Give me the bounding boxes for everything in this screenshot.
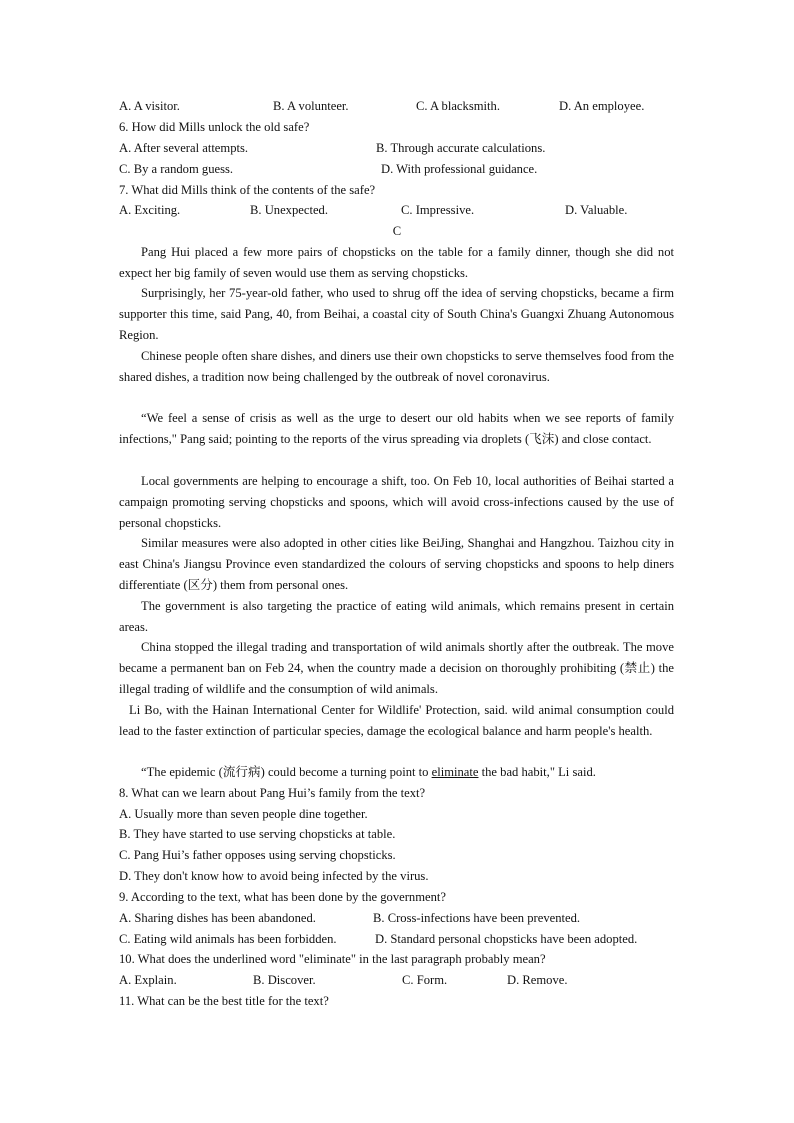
q10-option-a: A. Explain. <box>119 973 177 987</box>
q8-option-a: A. Usually more than seven people dine together. <box>119 807 368 821</box>
passage-paragraph-8: China stopped the illegal trading and transportation of wild animals shortly after the outbreak. The move became a permanent ban on Feb 24, when the country made a decision on thoroughly prohibiting (禁止) the illegal trading of wildlife and the consumption of wild animals. <box>119 640 674 696</box>
q8-option-d: D. They don't know how to avoid being infected by the virus. <box>119 869 429 883</box>
q10-option-c: C. Form. <box>402 973 448 987</box>
q5-option-b: B. A volunteer. <box>273 99 349 113</box>
q11-question: 11. What can be the best title for the text? <box>119 994 329 1008</box>
q9-option-a: A. Sharing dishes has been abandoned. <box>119 911 316 925</box>
last-paragraph-before: “The epidemic (流行病) could become a turning point to <box>141 765 432 779</box>
passage-paragraph-10 <box>119 762 674 783</box>
passage-paragraph-3: Chinese people often share dishes, and diners use their own chopsticks to serve themselves food from the shared dishes, a tradition now being challenged by the outbreak of novel coronavirus. <box>119 349 674 384</box>
passage-paragraph-7: The government is also targeting the practice of eating wild animals, which remains present in certain areas. <box>119 599 674 634</box>
q7-option-d: D. Valuable. <box>565 203 628 217</box>
q6-question: 6. How did Mills unlock the old safe? <box>119 120 310 134</box>
q8-option-b: B. They have started to use serving chopsticks at table. <box>119 827 396 841</box>
q8-question: 8. What can we learn about Pang Hui’s family from the text? <box>119 786 426 800</box>
q9-option-c: C. Eating wild animals has been forbidden. <box>119 932 337 946</box>
q10-option-d: D. Remove. <box>507 973 568 987</box>
q7-option-b: B. Unexpected. <box>250 203 328 217</box>
passage-paragraph-1: Pang Hui placed a few more pairs of chopsticks on the table for a family dinner, though she did not expect her big family of seven would use them as serving chopsticks. <box>119 245 674 280</box>
passage-paragraph-9: Li Bo, with the Hainan International Center for Wildlife' Protection, said. wild animal consumption could lead to the faster extinction of particular species, damage the ecological balance and harm people's health. <box>119 703 674 738</box>
q6-option-a: A. After several attempts. <box>119 141 249 155</box>
q5-option-d: D. An employee. <box>559 99 645 113</box>
q10-question: 10. What does the underlined word "eliminate" in the last paragraph probably mean? <box>119 952 546 966</box>
q8-option-c: C. Pang Hui’s father opposes using serving chopsticks. <box>119 848 396 862</box>
q6-option-d: D. With professional guidance. <box>381 162 538 176</box>
q6-option-c: C. By a random guess. <box>119 162 234 176</box>
q5-option-a: A. A visitor. <box>119 99 180 113</box>
last-paragraph-after: the bad habit," Li said. <box>478 765 596 779</box>
passage-paragraph-6: Similar measures were also adopted in other cities like BeiJing, Shanghai and Hangzhou. Taizhou city in east China's Jiangsu Province even standardized the colours of serving chopsticks and spoons to help diners differentiate (区分) them from personal ones. <box>119 536 674 592</box>
underlined-word: eliminate <box>431 765 479 779</box>
q10-option-b: B. Discover. <box>253 973 316 987</box>
q7-question: 7. What did Mills think of the contents of the safe? <box>119 183 376 197</box>
q9-question: 9. According to the text, what has been done by the government? <box>119 890 446 904</box>
q7-option-a: A. Exciting. <box>119 203 181 217</box>
q9-option-b: B. Cross-infections have been prevented. <box>373 911 581 925</box>
q5-option-c: C. A blacksmith. <box>416 99 500 113</box>
passage-paragraph-5: Local governments are helping to encourage a shift, too. On Feb 10, local authorities of Beihai started a campaign promoting serving chopsticks and spoons, which will avoid cross-infections caused by the use of personal chopsticks. <box>119 474 674 530</box>
section-label: C <box>392 224 402 238</box>
q9-option-d: D. Standard personal chopsticks have been adopted. <box>375 932 638 946</box>
passage-paragraph-2: Surprisingly, her 75-year-old father, who used to shrug off the idea of serving chopsticks, became a firm supporter this time, said Pang, 40, from Beihai, a coastal city of South China's Guangxi Zhuang Autonomous Region. <box>119 286 674 342</box>
passage-paragraph-4: “We feel a sense of crisis as well as the urge to desert our old habits when we see reports of family infections," Pang said; pointing to the reports of the virus spreading via droplets (飞沫) and close contact. <box>119 411 674 446</box>
q6-option-b: B. Through accurate calculations. <box>376 141 546 155</box>
q7-option-c: C. Impressive. <box>401 203 475 217</box>
